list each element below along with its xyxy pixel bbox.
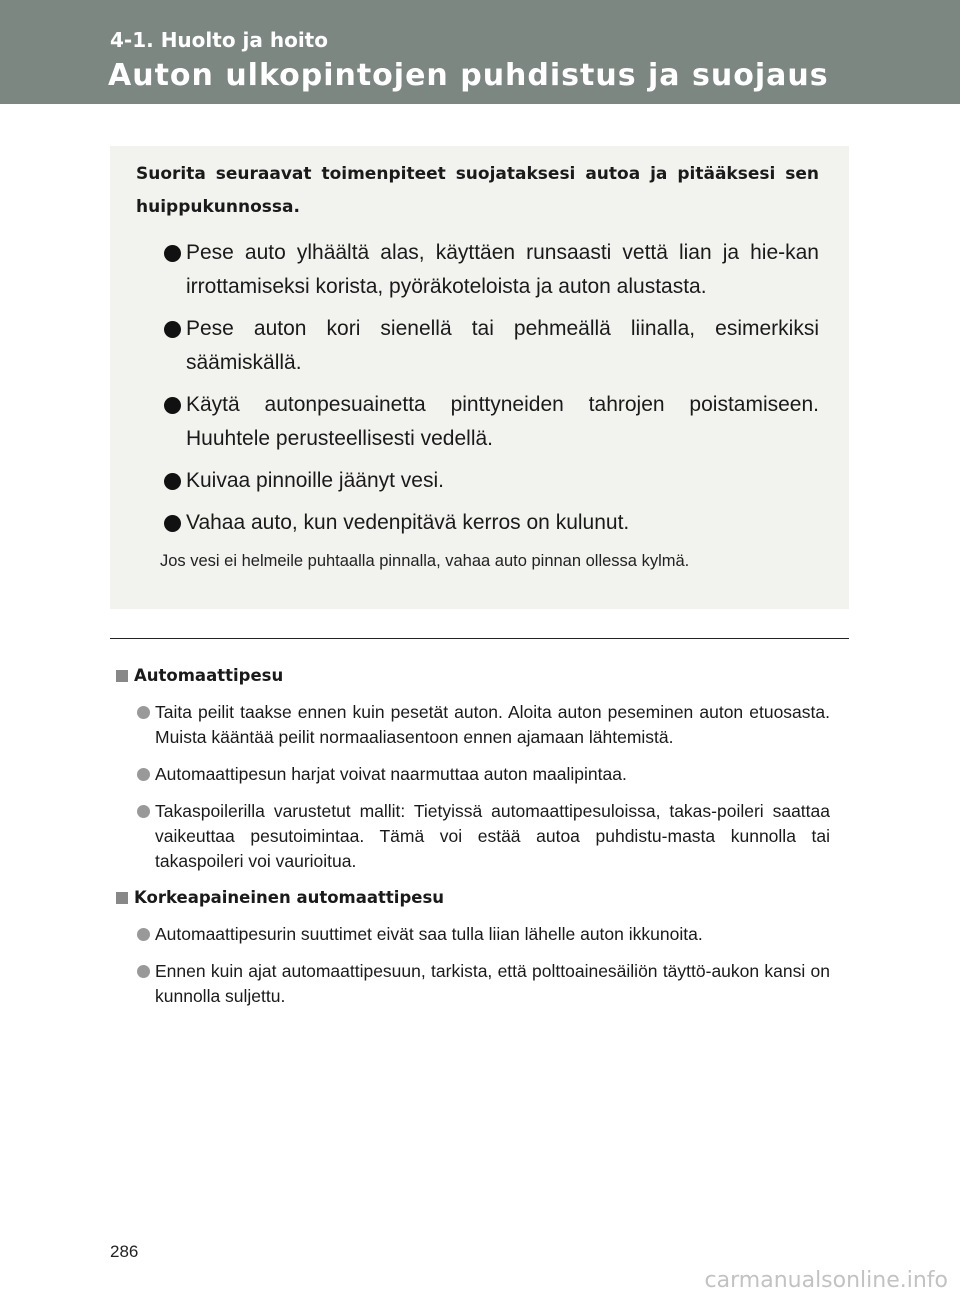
- intro-item-text: Pese auton kori sienellä tai pehmeällä liinalla, esimerkiksi säämiskällä.: [186, 317, 819, 374]
- intro-item-text: Vahaa auto, kun vedenpitävä kerros on kulunut.: [186, 511, 630, 534]
- bullet-icon: [137, 805, 150, 818]
- intro-item-text: Käytä autonpesuainetta pinttyneiden tahrojen poistamiseen. Huuhtele perusteellisesti vedellä.: [186, 393, 819, 450]
- divider: [110, 638, 849, 639]
- bullet-icon: [164, 473, 181, 490]
- intro-list: [136, 236, 819, 540]
- bullet-icon: [164, 245, 181, 262]
- sub-heading-korkeapaine: [116, 886, 830, 910]
- intro-item: [136, 506, 819, 540]
- bullet-icon: [137, 768, 150, 781]
- section-label: 4-1. Huolto ja hoito: [110, 28, 328, 52]
- detail-item: [116, 799, 830, 874]
- intro-box: [110, 146, 849, 609]
- intro-item-text: Pese auto ylhäältä alas, käyttäen runsaasti vettä lian ja hie-kan irrottamiseksi korista, pyöräkoteloista ja auton alustasta.: [186, 241, 819, 298]
- detail-item: [116, 922, 830, 947]
- intro-item: [136, 388, 819, 456]
- intro-item: [136, 312, 819, 380]
- detail-item: [116, 700, 830, 750]
- sub-heading-text: Automaattipesu: [134, 666, 284, 685]
- intro-item-text: Kuivaa pinnoille jäänyt vesi.: [186, 469, 444, 492]
- detail-item-text: Automaattipesurin suuttimet eivät saa tulla liian lähelle auton ikkunoita.: [155, 924, 703, 944]
- bullet-icon: [137, 706, 150, 719]
- intro-item: [136, 236, 819, 304]
- bullet-icon: [164, 321, 181, 338]
- sub-heading-text: Korkeapaineinen automaattipesu: [134, 888, 445, 907]
- detail-item: [116, 959, 830, 1009]
- page-number: 286: [110, 1242, 139, 1261]
- square-bullet-icon: [116, 670, 128, 682]
- detail-item-text: Taita peilit taakse ennen kuin pesetät auton. Aloita auton peseminen auton etuosasta. Muista kääntää peilit normaaliasentoon ennen ajamaan lähtemistä.: [155, 702, 830, 747]
- chapter-header: [0, 0, 960, 104]
- bullet-icon: [164, 515, 181, 532]
- bullet-icon: [137, 965, 150, 978]
- intro-note: Jos vesi ei helmeile puhtaalla pinnalla, vahaa auto pinnan ollessa kylmä.: [160, 552, 690, 570]
- detail-item-text: Automaattipesun harjat voivat naarmuttaa auton maalipintaa.: [155, 764, 627, 784]
- sub-heading-automaattipesu: [116, 664, 830, 688]
- detail-list: [116, 922, 830, 1009]
- page-title: Auton ulkopintojen puhdistus ja suojaus: [108, 58, 829, 93]
- detail-item: [116, 762, 830, 787]
- details: [116, 664, 830, 1021]
- detail-item-text: Takaspoilerilla varustetut mallit: Tietyissä automaattipesuloissa, takas-poileri saattaa vaikeuttaa pesutoimintaa. Tämä voi estää autoa puhdistu-masta kunnolla tai takaspoileri voi vaurioitua.: [155, 801, 830, 871]
- bullet-icon: [164, 397, 181, 414]
- intro-lead: Suorita seuraavat toimenpiteet suojataksesi autoa ja pitääksesi sen huippukunnossa.: [136, 164, 819, 217]
- intro-item: [136, 464, 819, 498]
- square-bullet-icon: [116, 892, 128, 904]
- detail-list: [116, 700, 830, 874]
- watermark: carmanualsonline.info: [704, 1268, 948, 1293]
- detail-item-text: Ennen kuin ajat automaattipesuun, tarkista, että polttoainesäiliön täyttö-aukon kansi on kunnolla suljettu.: [155, 961, 830, 1006]
- bullet-icon: [137, 928, 150, 941]
